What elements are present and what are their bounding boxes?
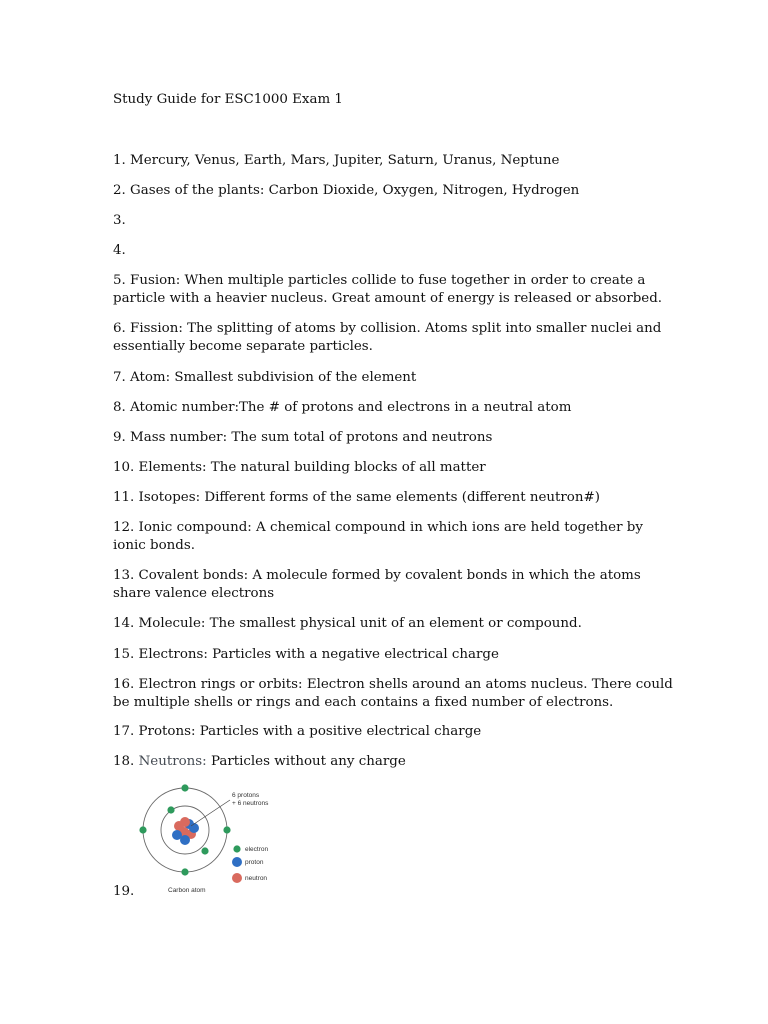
electron-particle: [223, 826, 230, 833]
list-item-6: 6. Fission: The splitting of atoms by collision. Atoms split into smaller nuclei and essentially become separate particles.: [113, 321, 662, 354]
electron-particle: [139, 826, 146, 833]
list-item-18: [113, 753, 673, 771]
list-item-7: 7. Atom: Smallest subdivision of the element: [113, 370, 417, 385]
list-item-5: 5. Fusion: When multiple particles collide to fuse together in order to create a particle with a heavier nucleus. Great amount of energy is released or absorbed.: [113, 273, 663, 306]
proton-particle: [180, 835, 190, 845]
nucleus-pointer: [191, 800, 230, 826]
electron-particle: [181, 868, 188, 875]
list-item-9: 9. Mass number: The sum total of protons and neutrons: [113, 430, 493, 445]
list-item-11: 11. Isotopes: Different forms of the same elements (different neutron#): [113, 490, 600, 505]
list-item-4: 4.: [113, 243, 126, 258]
list-item-19: 19.: [113, 884, 135, 899]
list-item-3: 3.: [113, 213, 126, 228]
list-item-17: 17. Protons: Particles with a positive electrical charge: [113, 724, 482, 739]
list-item-8: 8. Atomic number:The # of protons and electrons in a neutral atom: [113, 400, 572, 415]
neutron-count-label: + 6 neutrons: [232, 800, 269, 807]
nucleus: [172, 817, 199, 845]
proton-count-label: 6 protons: [232, 792, 260, 799]
electron-legend-icon: [233, 845, 240, 852]
item-prefix: 18.: [113, 754, 139, 769]
list-item-10: 10. Elements: The natural building blocks of all matter: [113, 460, 486, 475]
list-item-14: 14. Molecule: The smallest physical unit of an element or compound.: [113, 616, 582, 631]
list-item-12: 12. Ionic compound: A chemical compound in which ions are held together by ionic bonds.: [113, 520, 643, 553]
document-title: Study Guide for ESC1000 Exam 1: [113, 92, 343, 107]
legend-neutron: neutron: [245, 875, 268, 882]
neutron-legend-icon: [232, 873, 242, 883]
figure-legend: [232, 845, 269, 883]
electron-particle: [201, 847, 208, 854]
carbon-atom-diagram: [133, 782, 283, 898]
list-item-13: 13. Covalent bonds: A molecule formed by covalent bonds in which the atoms share valence electrons: [113, 568, 641, 601]
proton-legend-icon: [232, 857, 242, 867]
neutrons-term: Neutrons:: [138, 754, 207, 769]
figure-caption: Carbon atom: [168, 887, 206, 894]
neutron-particle: [180, 817, 190, 827]
proton-particle: [189, 823, 199, 833]
list-item-1: 1. Mercury, Venus, Earth, Mars, Jupiter, Saturn, Uranus, Neptune: [113, 153, 560, 168]
item-definition: Particles without any charge: [206, 754, 406, 769]
electron-particle: [167, 806, 174, 813]
list-item-15: 15. Electrons: Particles with a negative electrical charge: [113, 647, 499, 662]
list-item-16: 16. Electron rings or orbits: Electron shells around an atoms nucleus. There could be multiple shells or rings and each contains a fixed number of electrons.: [113, 677, 673, 710]
electron-particle: [181, 784, 188, 791]
carbon-atom-figure: [133, 782, 283, 898]
legend-proton: proton: [245, 859, 264, 866]
legend-electron: electron: [245, 846, 269, 853]
list-item-2: 2. Gases of the plants: Carbon Dioxide, Oxygen, Nitrogen, Hydrogen: [113, 183, 580, 198]
